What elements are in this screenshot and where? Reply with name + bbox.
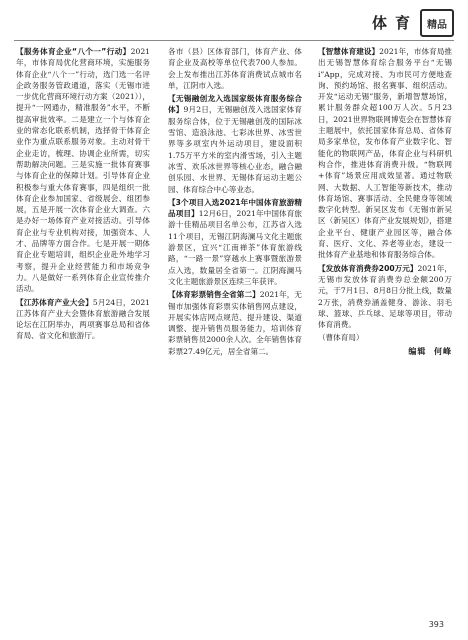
entry-heading: 【3个项目入选2021年中国体育旅游精品项目】 <box>168 197 302 219</box>
signature-row <box>318 332 452 343</box>
paragraph <box>318 263 452 331</box>
section-title: 体育 <box>371 14 418 32</box>
editor-name: 何峰 <box>434 346 452 356</box>
entry-body: 2021年，无锡市加强体育彩票实体销售网点建设，开展实体店网点规范、提升建设、渠道调整、提升销售员服务能力，培训体育彩票销售员2000余人次。全年销售体育彩票27.49亿元，居全省第二。 <box>168 290 303 356</box>
entry-body: 5月24日，2021江苏体育产业大会暨体育旅游融合发展论坛在江阴举办，两项赛事总局和省体育局、省文化和旅游厅。 <box>16 297 150 341</box>
paragraph <box>168 289 302 357</box>
entry-heading: 【智慧体育建设】 <box>318 47 380 56</box>
paragraph <box>168 93 302 195</box>
paragraph <box>168 46 302 91</box>
editor-credit <box>408 346 452 357</box>
paragraph <box>16 297 150 342</box>
column-3 <box>318 46 452 357</box>
entry-heading: 【发放体育消费券200万元】 <box>318 263 418 273</box>
header-rule <box>14 40 454 41</box>
column-1 <box>16 46 150 342</box>
entry-heading: 【服务体育企业“八个一”行动】 <box>16 47 131 56</box>
entry-body: 2021年，市体育局推出无锡智慧体育综合服务平台“无锡i”App，完成对接、为市民可方便地查询、预约场馆、报名赛事、组织活动。开发“运动无锡”服务，新增智慧场馆，累计服务群众超100万人次。5月23日，2021世界物联网博览会在智慧体育主题展中，依托国家体育总局、省体育局多家单位，发布体育产业数字化、智能化的物联网产品，体育企业与科研机构合作，推进体育消费升级。“物联网+体育”场景应用成效显著。通过物联网、大数据、人工智能等新技术，推动体育场馆、赛事活动、全民健身等领域数字化转型。新吴区发布《无锡市新吴区（新吴区）体育产业发展规划》，搭建企业平台、健康产业园区等，融合体育、医疗、文化、养老等业态，建设一批体育产业基地和体育服务综合体。 <box>318 47 453 260</box>
brand-logo <box>420 9 454 37</box>
entry-body: 2021年，无锡市发放体育消费券总金额200万元，于7月1日、8月8日分批上线，数量2万张，消费券涵盖健身、游泳、羽毛球、篮球、乒乓球、足球等项目，带动体育消费。 <box>318 263 452 330</box>
paragraph <box>168 197 302 287</box>
editor-row <box>318 346 452 357</box>
entry-heading: 【无锡融创龙入选国家级体育服务综合体】 <box>168 94 302 115</box>
entry-body: 9月2日，无锡融创茂入选国家体育服务综合体，位于无锡融创茂的国际冰雪馆、造浪泳池、七彩冰世界、冰雪世界等多项室内外运动项目，建设面积1.75万平方米的室内滑雪场，引入主题冰雪、欢乐冰世界等核心业态，融合融创乐园、水世界、无锡体育运动主题公园、体育综合中心等业态。 <box>168 105 303 194</box>
source-note: （曹体育局） <box>318 333 364 343</box>
entry-heading: 【江苏体育产业大会】 <box>16 297 93 307</box>
editor-label: 编辑 <box>408 346 427 356</box>
entry-body: 12月6日，2021年中国体育旅游十佳精品项目名单公布，江苏省入选11个项目，无锡江阴海澜马文化主题旅游景区，宜兴“江南禅茶”体育旅游线路，“一路一景”穿越水上赛事暨旅游景点入选，数量居全省第一。江阴海澜马文化主题旅游景区连续三年获评。 <box>168 209 302 286</box>
page-number: 393 <box>428 620 444 629</box>
entry-body: 2021年，市体育局优化营商环境，实施服务体育企业“八个一”行动，选门选一名评企政务服务管政通道，落实（无锡市进一步优化营商环境行动方案（2021）），提升“一网通办，精准服务”水平，不断提高审批效率。二是建立一个与体育企业的常态化联系机制，选择骨干体育企业作为重点联系服务对象。主动对骨干企业走访，梳理、协调企业所需，切实帮助解决问题。三是实施一批体育赛事与体育企业的保障计划。引导体育企业积极参与重大体育赛事，四是组织一批体育企业参加国家、省级展会、组团参展，五是开展一次体育企业大调查。六是办好一场体育产业对接活动。引导体育企业与专业机构对接，加强资本、人才、品牌等方面合作。七是开展一期体育企业专题培训，组织企业赴外地学习考察，提升企业经营能力和市场竞争力。八是做好一系列体育企业宣传推介活动。 <box>16 47 150 294</box>
column-2 <box>168 46 302 357</box>
page-header <box>0 0 468 40</box>
entry-body: 各市（县）区体育部门，体育产业、体育企业及高校等单位代表700人参加。会上发布推出江苏体育消费试点城市名单，江阴市入选。 <box>168 47 302 90</box>
paragraph <box>318 46 452 261</box>
entry-heading: 【体育彩票销售全省第二】 <box>168 290 260 300</box>
paragraph <box>16 46 150 295</box>
brand-logo-text: 精品 <box>427 19 447 31</box>
